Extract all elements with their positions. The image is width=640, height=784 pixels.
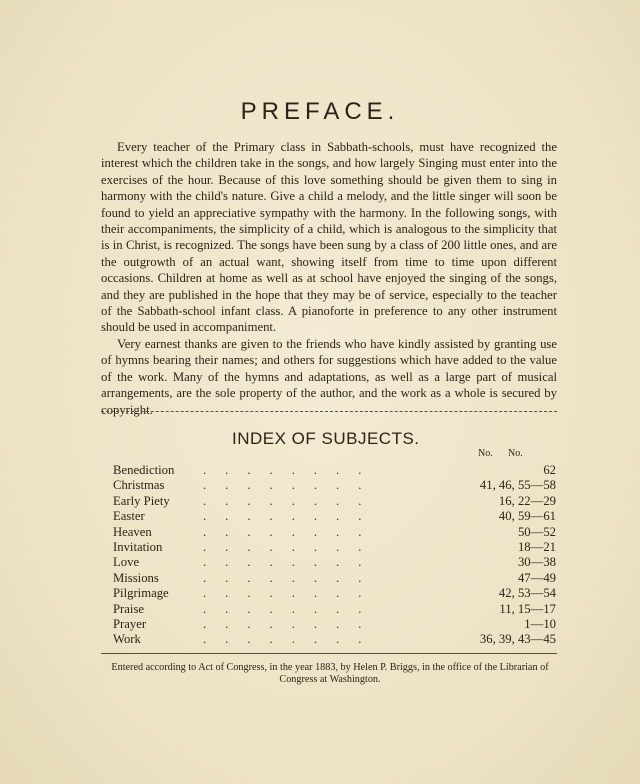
index-numbers: 42, 53—54 bbox=[498, 586, 556, 601]
index-row bbox=[113, 525, 558, 540]
index-subject: Love bbox=[113, 555, 140, 570]
index-row bbox=[113, 509, 558, 524]
index-subject: Pilgrimage bbox=[113, 586, 169, 601]
preface-text bbox=[101, 139, 557, 418]
leader-dots: ........ bbox=[203, 601, 381, 616]
leader-dots: ........ bbox=[203, 616, 381, 631]
leader-dots: ........ bbox=[203, 493, 381, 508]
preface-paragraph: Every teacher of the Primary class in Sabbath-schools, must have recognized the interest which the children take in the songs, and how largely Singing must enter into the exercises of the hour. Because of this love something should be given them to sing in harmony with the child's nature. Give a child a melody, and the little singer will soon be found to yield an appreciative sympathy with the harmony. In the following songs, with their accompaniments, the simplicity of a child, which is analogous to the simplicity that is in Christ, is recognized. The songs have been sung by a class of 200 little ones, and are the outgrowth of an actual want, showing itself from time to time upon different occasions. Children at home as well as at school have enjoyed the singing of the songs, and they are published in the hope that they may be of service, especially to the teacher of the Sabbath-school infant class. A pianoforte in preference to any other instrument should be used in accompaniment. bbox=[101, 140, 557, 335]
index-subject: Benediction bbox=[113, 463, 175, 477]
index-row bbox=[113, 571, 558, 586]
index-title: INDEX OF SUBJECTS. bbox=[232, 429, 420, 448]
page-title: PREFACE. bbox=[240, 98, 400, 125]
index-row bbox=[113, 463, 558, 478]
leader-dots: ........ bbox=[203, 586, 381, 601]
index-numbers: 18—21 bbox=[517, 539, 556, 554]
index-row bbox=[113, 617, 558, 632]
leader-dots: ........ bbox=[203, 509, 381, 524]
index-row bbox=[113, 586, 558, 601]
index-row bbox=[113, 602, 558, 617]
footer-divider bbox=[101, 653, 557, 654]
index-numbers: 30—38 bbox=[517, 555, 556, 570]
index-numbers: 41, 46, 55—58 bbox=[479, 478, 556, 493]
index-subject: Easter bbox=[113, 509, 145, 524]
column-header: No. bbox=[508, 448, 523, 459]
preface-paragraph: Very earnest thanks are given to the friends who have kindly assisted by granting use of hymns bearing their names; and others for suggestions which have added to the value of the work. Many of the hymns and adaptations, as well as a large part of musical arrangements, are the sole property of the author, and the work as a whole is secured by copyright. bbox=[101, 336, 557, 417]
index-subject: Praise bbox=[113, 601, 145, 616]
index-row bbox=[113, 632, 558, 647]
leader-dots: ........ bbox=[203, 478, 381, 493]
index-numbers: 36, 39, 43—45 bbox=[479, 632, 556, 647]
index-numbers: 16, 22—29 bbox=[498, 493, 556, 508]
index-row bbox=[113, 540, 558, 555]
leader-dots: ........ bbox=[203, 539, 381, 554]
index-subject: Work bbox=[113, 632, 141, 647]
copyright-notice: Entered according to Act of Congress, in the year 1883, by Helen P. Briggs, in the office of the Librarian of Congress at Washington. bbox=[111, 662, 549, 685]
index-numbers: 47—49 bbox=[517, 570, 556, 585]
index-subject: Prayer bbox=[113, 616, 147, 631]
index-row bbox=[113, 494, 558, 509]
section-divider bbox=[101, 411, 557, 412]
index-row bbox=[113, 478, 558, 493]
leader-dots: ........ bbox=[203, 632, 381, 647]
leader-dots: ........ bbox=[203, 463, 381, 477]
leader-dots: ........ bbox=[203, 555, 381, 570]
index-numbers: 11, 15—17 bbox=[499, 601, 556, 616]
index-row bbox=[113, 555, 558, 570]
index-subject: Early Piety bbox=[113, 493, 170, 508]
index-numbers: 40, 59—61 bbox=[498, 509, 556, 524]
index-subject: Heaven bbox=[113, 524, 152, 539]
index-numbers: 62 bbox=[543, 463, 556, 477]
index-subject: Missions bbox=[113, 570, 159, 585]
leader-dots: ........ bbox=[203, 570, 381, 585]
leader-dots: ........ bbox=[203, 524, 381, 539]
index-subject: Christmas bbox=[113, 478, 165, 493]
column-header: No. bbox=[478, 448, 493, 459]
index-list bbox=[113, 463, 558, 648]
index-subject: Invitation bbox=[113, 539, 163, 554]
index-numbers: 1—10 bbox=[524, 616, 556, 631]
index-numbers: 50—52 bbox=[517, 524, 556, 539]
